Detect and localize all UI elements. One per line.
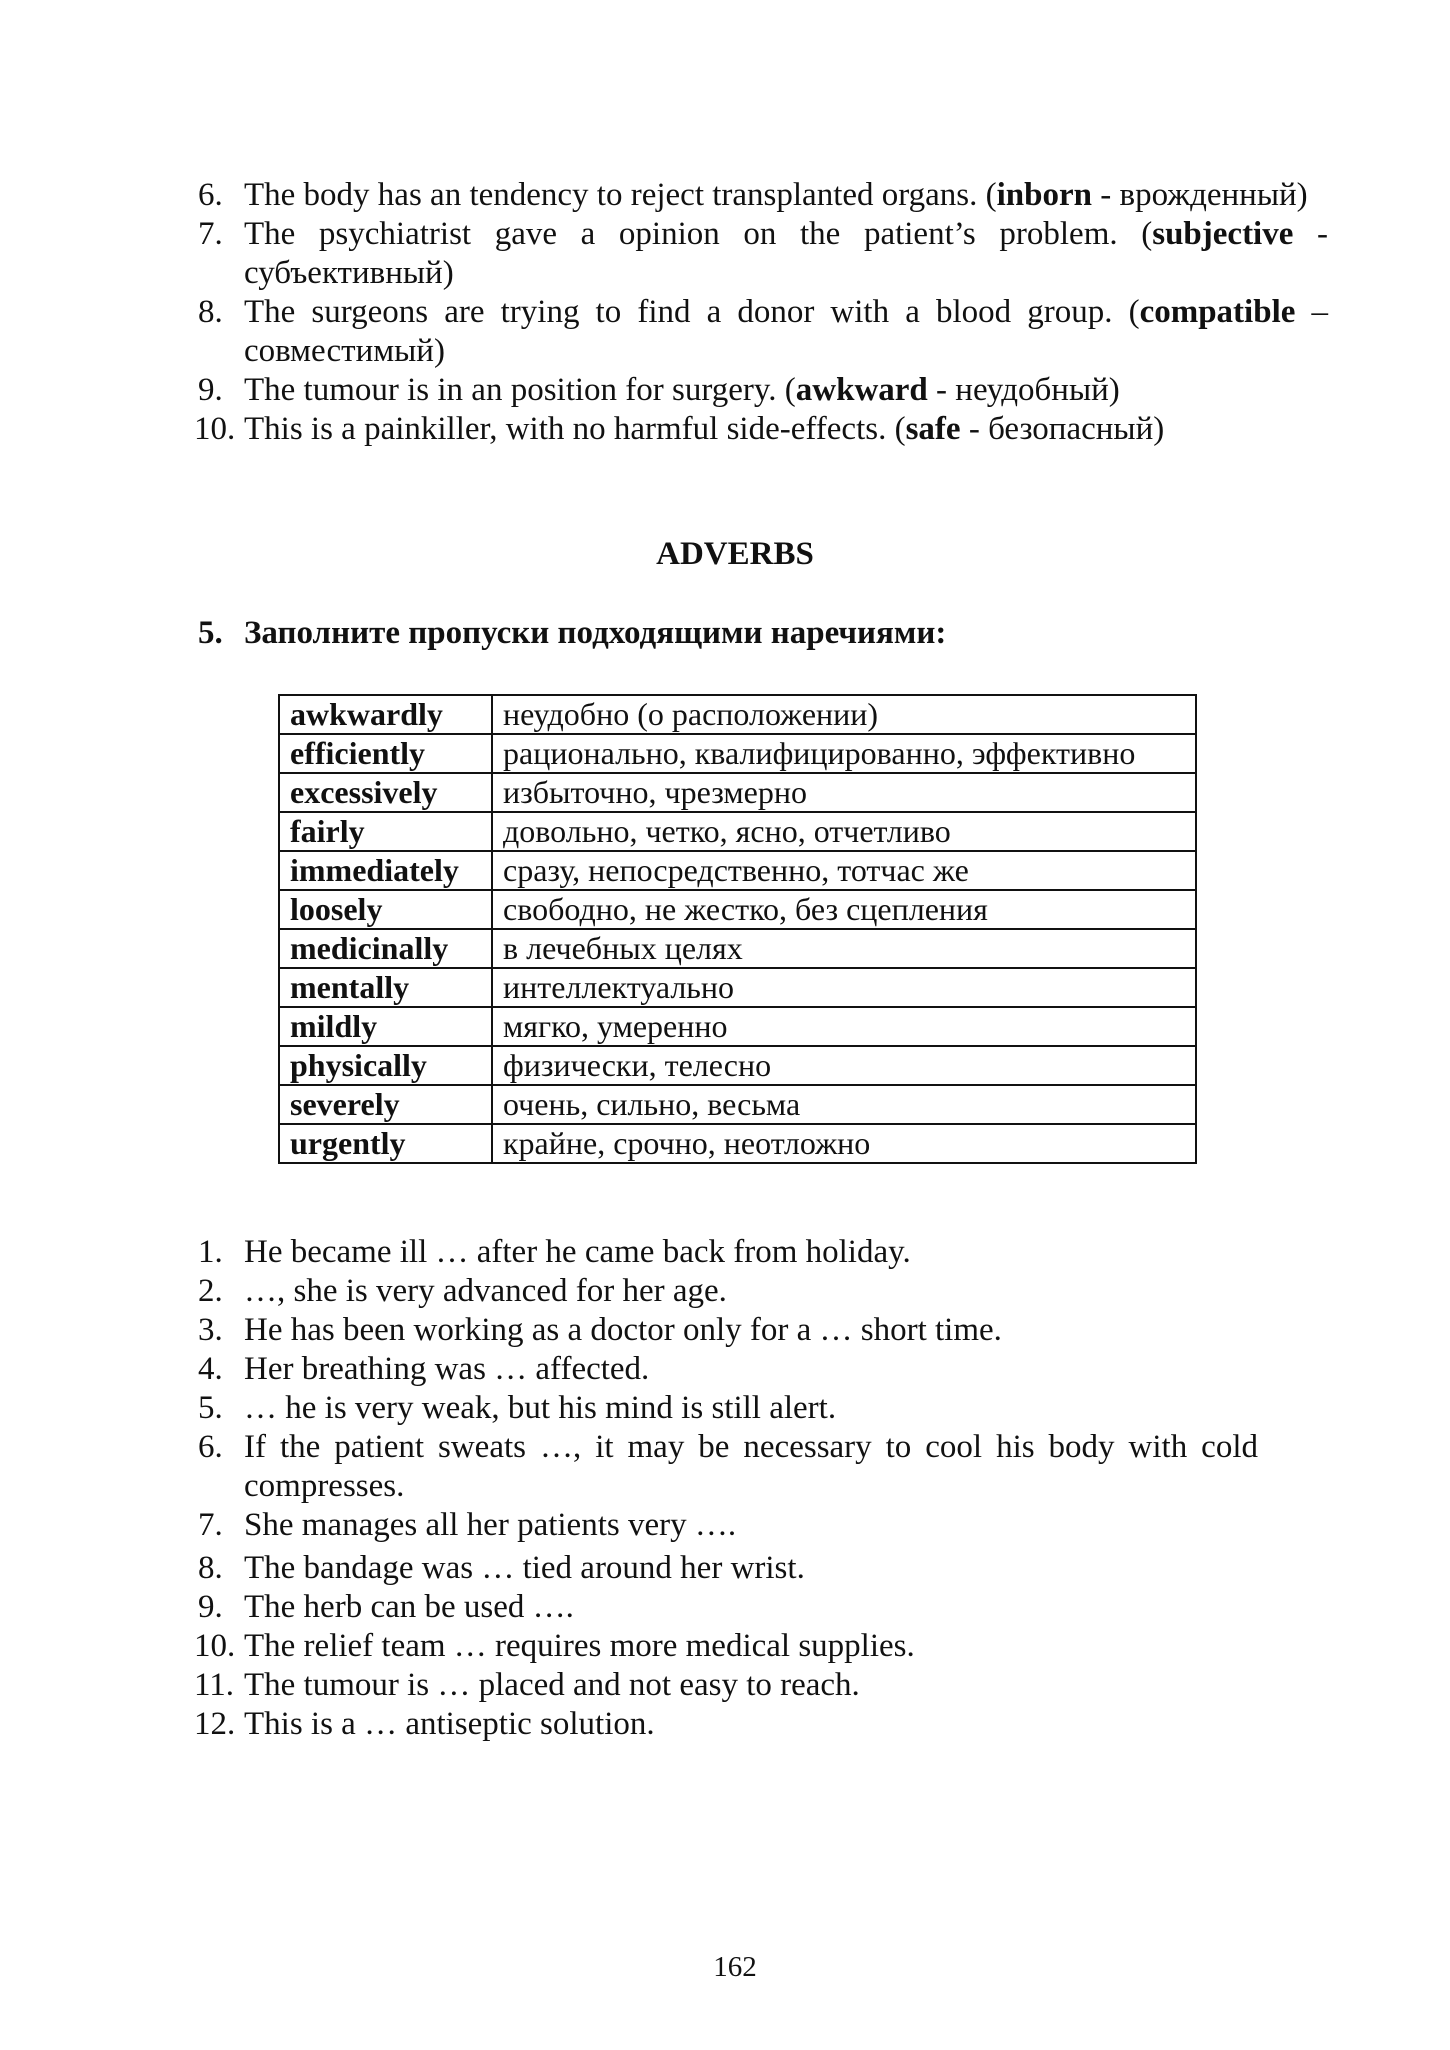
item-number: 9.	[198, 1589, 223, 1625]
item-separator: -	[960, 411, 989, 447]
item-text: He became ill … after he came back from holiday.	[244, 1234, 911, 1270]
table-row	[279, 695, 1196, 734]
list-item	[194, 410, 1328, 449]
list-item	[194, 1705, 1258, 1744]
item-number: 9.	[198, 372, 223, 408]
item-separator: -	[927, 372, 956, 408]
table-row	[279, 773, 1196, 812]
item-term: inborn	[996, 177, 1093, 213]
adverb-cell: mildly	[279, 1007, 492, 1046]
table-row	[279, 968, 1196, 1007]
item-separator: –	[1295, 294, 1328, 330]
item-term: subjective	[1152, 216, 1294, 252]
adverb-cell: mentally	[279, 968, 492, 1007]
item-number: 10.	[194, 1628, 236, 1664]
task-number: 5.	[198, 615, 223, 651]
translation-cell: довольно, четко, ясно, отчетливо	[492, 812, 1196, 851]
item-text: … he is very weak, but his mind is still alert.	[244, 1390, 837, 1426]
list-item	[198, 1428, 1258, 1506]
item-number: 6.	[198, 177, 223, 213]
table-row	[279, 734, 1196, 773]
item-text: …, she is very advanced for her age.	[244, 1273, 727, 1309]
translation-cell: физически, телесно	[492, 1046, 1196, 1085]
translation-cell: мягко, умеренно	[492, 1007, 1196, 1046]
translation-cell: в лечебных целях	[492, 929, 1196, 968]
adverb-cell: medicinally	[279, 929, 492, 968]
list-item	[198, 371, 1328, 410]
item-number: 7.	[198, 1507, 223, 1543]
item-translation: неудобный)	[955, 372, 1120, 408]
table-row	[279, 1007, 1196, 1046]
item-number: 5.	[198, 1390, 223, 1426]
adverb-cell: severely	[279, 1085, 492, 1124]
item-term: awkward	[795, 372, 928, 408]
translation-cell: неудобно (о расположении)	[492, 695, 1196, 734]
item-number: 11.	[194, 1667, 235, 1703]
item-number: 8.	[198, 1550, 223, 1586]
item-number: 12.	[194, 1706, 236, 1742]
top-sentence-list	[194, 176, 1328, 449]
item-term: compatible	[1139, 294, 1296, 330]
item-text: This is a … antiseptic solution.	[244, 1706, 655, 1742]
list-item	[198, 1233, 1258, 1272]
adverb-cell: loosely	[279, 890, 492, 929]
adverb-cell: awkwardly	[279, 695, 492, 734]
item-text: She manages all her patients very ….	[244, 1507, 737, 1543]
item-text: The tumour is in an position for surgery. (	[244, 372, 796, 408]
adverb-cell: excessively	[279, 773, 492, 812]
list-item	[198, 215, 1328, 293]
vocabulary-table	[278, 694, 1197, 1164]
item-number: 8.	[198, 294, 223, 330]
adverb-cell: immediately	[279, 851, 492, 890]
list-item	[194, 1666, 1258, 1705]
item-text: He has been working as a doctor only for a … short time.	[244, 1312, 1002, 1348]
item-number: 1.	[198, 1234, 223, 1270]
table-row	[279, 851, 1196, 890]
item-translation: субъективный)	[244, 255, 454, 291]
item-translation: совместимый)	[244, 333, 445, 369]
item-separator: -	[1293, 216, 1328, 252]
list-item	[198, 1350, 1258, 1389]
list-item	[198, 1506, 1258, 1545]
adverb-cell: fairly	[279, 812, 492, 851]
item-number: 2.	[198, 1273, 223, 1309]
item-text: The relief team … requires more medical supplies.	[244, 1628, 915, 1664]
item-number: 6.	[198, 1429, 223, 1465]
item-number: 4.	[198, 1351, 223, 1387]
item-term: safe	[905, 411, 961, 447]
item-text: The body has an tendency to reject transplanted organs. (	[244, 177, 997, 213]
item-text: The psychiatrist gave a opinion on the patient’s problem. (	[244, 216, 1153, 252]
table-row	[279, 812, 1196, 851]
item-text: The bandage was … tied around her wrist.	[244, 1550, 805, 1586]
translation-cell: сразу, непосредственно, тотчас же	[492, 851, 1196, 890]
list-item	[198, 1272, 1258, 1311]
item-text: The tumour is … placed and not easy to reach.	[244, 1667, 860, 1703]
page-number: 162	[713, 1951, 757, 1983]
adverb-cell: physically	[279, 1046, 492, 1085]
list-item	[198, 1389, 1258, 1428]
list-item	[198, 1311, 1258, 1350]
task-text: Заполните пропуски подходящими наречиями:	[244, 615, 947, 651]
table-row	[279, 1085, 1196, 1124]
table-row	[279, 1046, 1196, 1085]
list-item	[198, 293, 1328, 371]
translation-cell: крайне, срочно, неотложно	[492, 1124, 1196, 1163]
list-item	[198, 1549, 1258, 1588]
translation-cell: свободно, не жестко, без сцепления	[492, 890, 1196, 929]
exercise-list	[194, 1233, 1258, 1744]
item-translation: врожденный)	[1119, 177, 1308, 213]
translation-cell: рационально, квалифицированно, эффективно	[492, 734, 1196, 773]
item-number: 7.	[198, 216, 223, 252]
item-number: 3.	[198, 1312, 223, 1348]
list-item	[194, 1627, 1258, 1666]
adverb-cell: efficiently	[279, 734, 492, 773]
item-text: The herb can be used ….	[244, 1589, 574, 1625]
item-number: 10.	[194, 411, 236, 447]
item-separator: -	[1092, 177, 1120, 213]
translation-cell: интеллектуально	[492, 968, 1196, 1007]
task-instruction	[198, 614, 946, 653]
adverb-cell: urgently	[279, 1124, 492, 1163]
item-text: Her breathing was … affected.	[244, 1351, 650, 1387]
section-heading: ADVERBS	[656, 536, 814, 572]
item-translation: безопасный)	[988, 411, 1165, 447]
list-item	[198, 1588, 1258, 1627]
table-row	[279, 929, 1196, 968]
item-text: If the patient sweats …, it may be necessary to cool his body with cold compresses.	[244, 1429, 1258, 1504]
list-item	[198, 176, 1328, 215]
item-text: This is a painkiller, with no harmful side-effects. (	[244, 411, 906, 447]
table-row	[279, 890, 1196, 929]
translation-cell: избыточно, чрезмерно	[492, 773, 1196, 812]
translation-cell: очень, сильно, весьма	[492, 1085, 1196, 1124]
item-text: The surgeons are trying to find a donor with a blood group. (	[244, 294, 1140, 330]
table-row	[279, 1124, 1196, 1163]
